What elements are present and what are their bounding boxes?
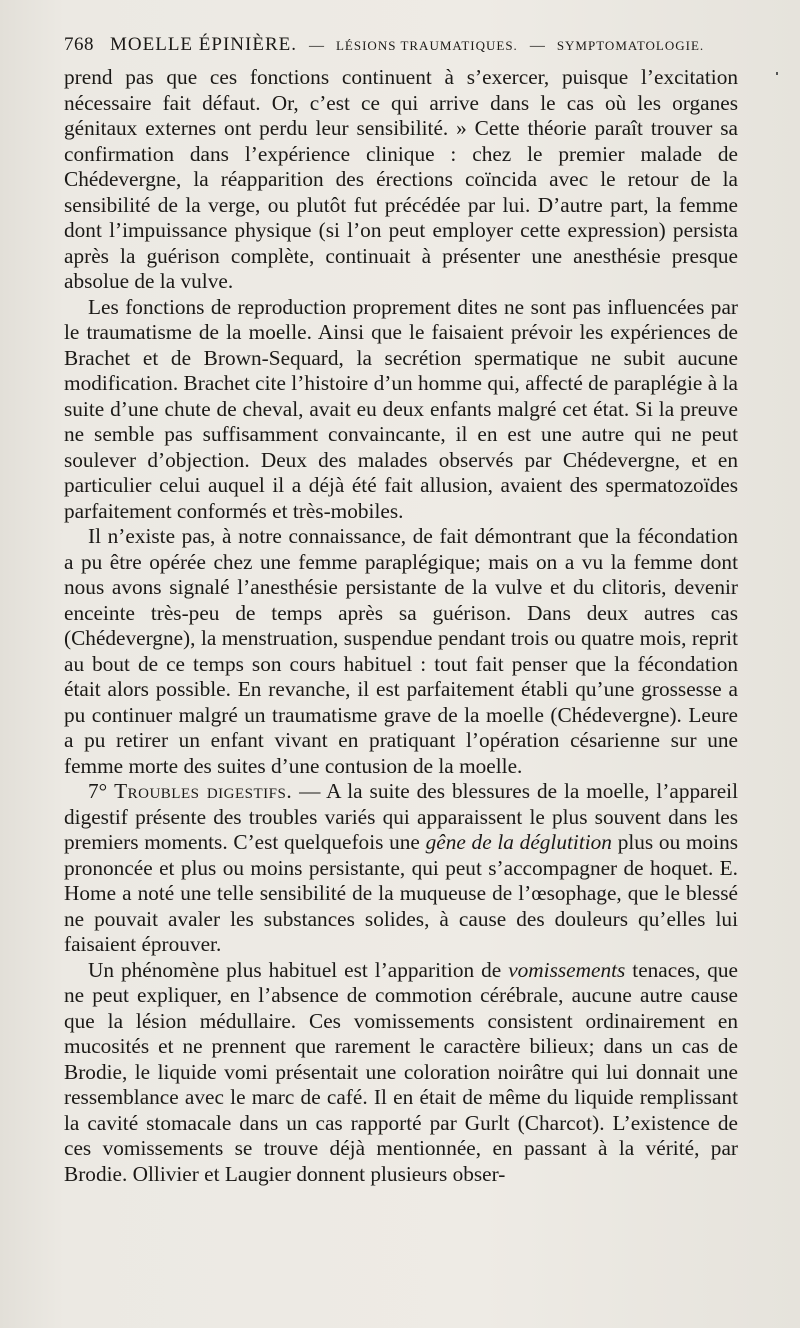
body-text bbox=[64, 65, 738, 1187]
header-title: MOELLE ÉPINIÈRE. bbox=[110, 34, 297, 55]
section-heading: Troubles digestifs. bbox=[114, 779, 293, 803]
margin-mark bbox=[776, 72, 778, 75]
emphasis-text: gêne de la déglutition bbox=[425, 830, 612, 854]
paragraph-text: Un phénomène plus habituel est l’apparition de bbox=[88, 957, 502, 982]
emphasis-text: vomissements bbox=[508, 957, 626, 982]
paragraph-section-7 bbox=[64, 779, 738, 958]
page-number: 768 bbox=[64, 34, 94, 55]
paragraph-text: plus ou moins prononcée et plus ou moins persistante, qui peut s’accompagner de hoquet. E. Home a noté une telle sensibilité de la muqueuse de l’œsophage, que le blessé ne pouvait avaler les substances solides, à cause des douleurs qu’elles lui faisaient éprouver. bbox=[64, 830, 739, 956]
header-dash: — bbox=[529, 38, 545, 54]
paragraph: Il n’existe pas, à notre connaissance, de fait démontrant que la fécondation a pu être opérée chez une femme paraplégique; mais on a vu la femme dont nous avons signalé l’anesthésie persistante de la vulve et du clitoris, devenir enceinte très-peu de temps après sa guérison. Dans deux autres cas (Chédevergne), la menstruation, suspendue pendant trois ou quatre mois, reprit au bout de ce temps son cours habituel : tout fait penser que la fécondation était alors possible. En revanche, il est parfaitement établi qu’une grossesse a pu continuer malgré un traumatisme grave de la moelle (Chédevergne). Leure a pu retirer un enfant vivant en pratiquant l’opération césarienne sur une femme morte des suites d’une contusion de la moelle. bbox=[64, 524, 738, 778]
running-header bbox=[64, 34, 764, 60]
section-number: 7° bbox=[88, 779, 108, 803]
header-subsection: SYMPTOMATOLOGIE. bbox=[556, 38, 705, 53]
header-dash: — bbox=[308, 38, 324, 54]
paragraph: prend pas que ces fonctions continuent à s’exercer, puisque l’excitation nécessaire fait défaut. Or, c’est ce qui arrive dans le cas où les organes génitaux externes ont perdu leur sensibilité. » Cette théorie paraît trouver sa confirmation dans l’expérience clinique : chez le premier malade de Chédevergne, la réapparition des érections coïncida avec le retour de la sensibilité de la verge, ou plutôt fut précédée par lui. D’autre part, la femme dont l’impuissance physique (si l’on peut employer cette expression) persista après la guérison complète, continuait à présenter une anesthésie presque absolue de la vulve. bbox=[64, 65, 738, 293]
paragraph bbox=[64, 958, 738, 1188]
header-section: LÉSIONS TRAUMATIQUES. bbox=[335, 38, 518, 53]
paragraph-text: tenaces, que ne peut expliquer, en l’absence de commotion cérébrale, aucune autre cause que la lésion médullaire. Ces vomissements consistent ordinairement en mucosités et ne prennent que rarement le caractère bilieux; dans un cas de Brodie, le liquide vomi présentait une coloration noirâtre qui lui donnait une ressemblance avec le marc de café. Il en était de même du liquide remplissant la cavité stomacale dans un cas rapporté par Gurlt (Charcot). L’existence de ces vomissements se trouve déjà mentionnée, en passant à la vérité, par Brodie. Ollivier et Laugier donnent plusieurs obser- bbox=[64, 957, 738, 1186]
paragraph: Les fonctions de reproduction proprement dites ne sont pas influencées par le traumatisme de la moelle. Ainsi que le faisaient prévoir les expériences de Brachet et de Brown-Sequard, la secrétion spermatique ne subit aucune modification. Brachet cite l’histoire d’un homme qui, affecté de paraplégie à la suite d’une chute de cheval, avait eu deux enfants malgré cet état. Si la preuve ne semble pas suffisamment convaincante, il en est une autre qui ne peut soulever d’objection. Deux des malades observés par Chédevergne, et en particulier celui auquel il a déjà été fait allusion, avaient des spermatozoïdes parfaitement conformés et très-mobiles. bbox=[64, 294, 738, 523]
paragraph-text: — A la suite des blessures de la moelle, l’appareil digestif présente des troubles variés qui apparaissent le plus souvent dans les premiers moments. C’est quelquefois une bbox=[64, 779, 739, 854]
